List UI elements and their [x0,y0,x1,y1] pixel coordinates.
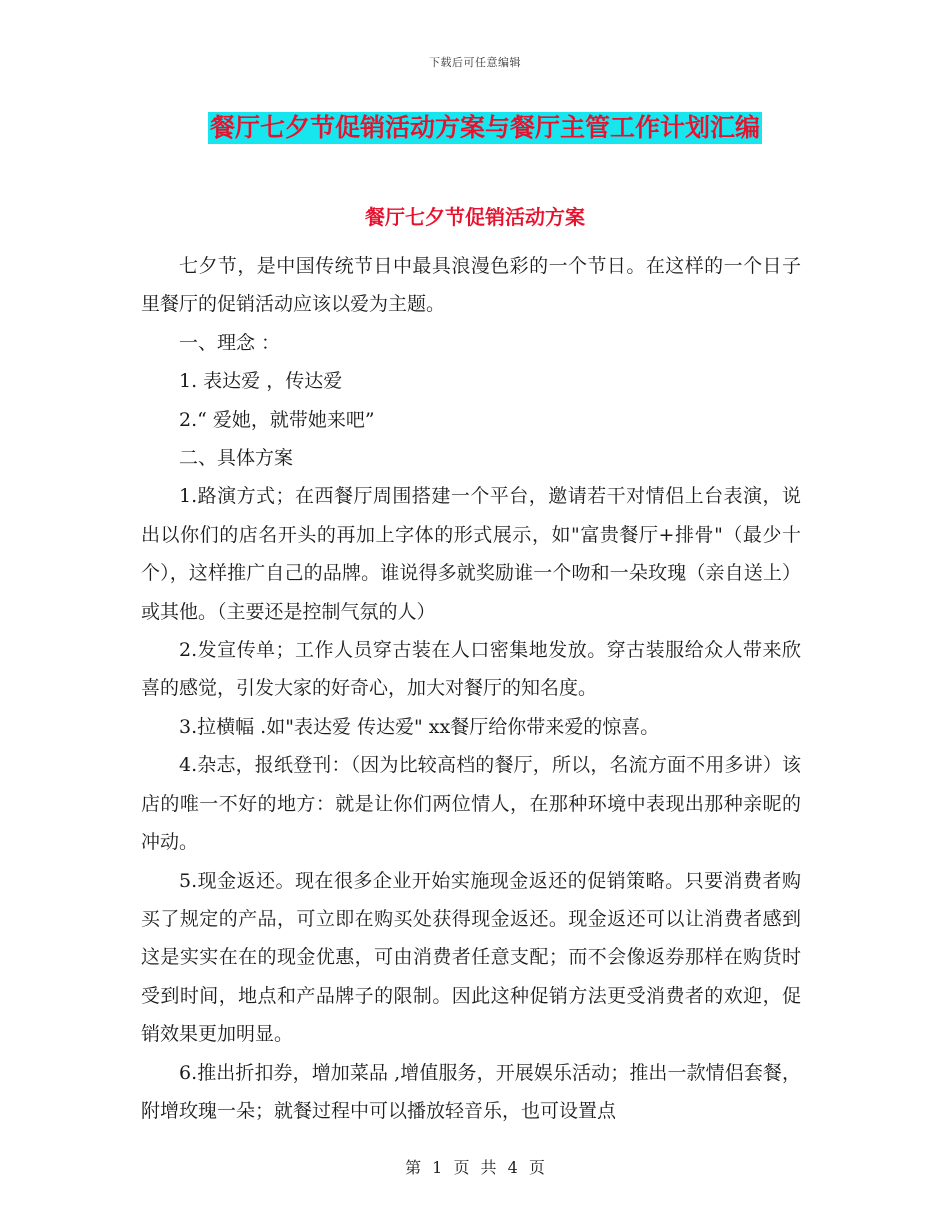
section-title: 餐厅七夕节促销活动方案 [365,205,585,229]
paragraph: 4.杂志，报纸登刊：（因为比较高档的餐厅，所以，名流方面不用多讲）该店的唯一不好的地方：就是让你们两位情人，在那种环境中表现出那种亲昵的冲动。 [141,754,801,854]
body-text [141,247,801,1130]
paragraph: 1. 表达爱 ，传达爱 [179,370,343,393]
paragraph: 6.推出折扣券，增加菜品 ,增值服务，开展娱乐活动；推出一款情侣套餐，附增玫瑰一朵；就餐过程中可以播放轻音乐，也可设置点 [141,1061,801,1122]
header-note: 下载后可任意编辑 [429,56,521,69]
paragraph: 2.发宣传单；工作人员穿古装在人口密集地发放。穿古装服给众人带来欣喜的感觉，引发大家的好奇心，加大对餐厅的知名度。 [141,639,801,700]
paragraph: 一、理念 ： [179,331,281,354]
paragraph: 2.“ 爱她，就带她来吧” [179,408,375,431]
document-title: 餐厅七夕节促销活动方案与餐厅主管工作计划汇编 [210,113,761,142]
paragraph: 1.路演方式；在西餐厅周围搭建一个平台，邀请若干对情侣上台表演，说出以你们的店名开头的再加上字体的形式展示，如"富贵餐厅+排骨"（最少十个），这样推广自己的品牌。谁说得多就奖励谁一个吻和一朵玫瑰（亲自送上）或其他。（主要还是控制气氛的人） [141,485,801,623]
paragraph: 5.现金返还。现在很多企业开始实施现金返还的促销策略。只要消费者购买了规定的产品，可立即在购买处获得现金返还。现金返还可以让消费者感到这是实实在在的现金优惠，可由消费者任意支配；而不会像返券那样在购货时受到时间，地点和产品牌子的限制。因此这种促销方法更受消费者的欢迎，促销效果更加明显。 [141,869,801,1046]
paragraph: 二、具体方案 [179,447,294,470]
paragraph: 3.拉横幅 .如"表达爱 传达爱" xx餐厅给你带来爱的惊喜。 [179,715,660,738]
page-footer: 第 1 页 共 4 页 [405,1158,545,1177]
paragraph: 七夕节，是中国传统节日中最具浪漫色彩的一个节日。在这样的一个日子里餐厅的促销活动应该以爱为主题。 [141,255,801,316]
